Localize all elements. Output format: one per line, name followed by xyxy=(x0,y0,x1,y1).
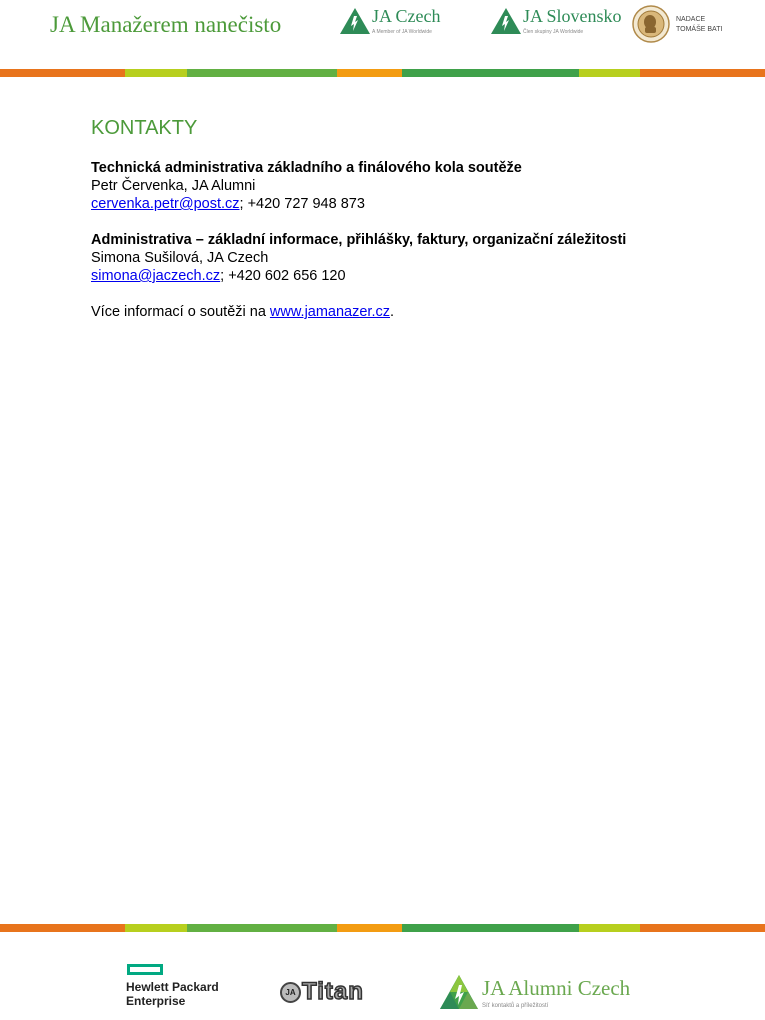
titan-word: Titan xyxy=(302,978,364,1005)
hpe-text xyxy=(126,980,219,1008)
ja-slovensko-name: JA Slovensko xyxy=(523,6,622,26)
email-link[interactable]: cervenka.petr@post.cz xyxy=(91,196,240,212)
alumni-name: JA Alumni Czech xyxy=(482,976,631,1000)
top-color-stripe xyxy=(0,69,765,77)
more-info-suffix: . xyxy=(390,304,395,320)
contact-line xyxy=(91,195,711,213)
alumni-subtitle: Síť kontaktů a příležitostí xyxy=(482,1003,549,1009)
titan-logo xyxy=(280,978,390,1008)
ja-czech-subtitle: A Member of JA Worldwide xyxy=(372,29,432,35)
nadace-text xyxy=(676,15,722,35)
contact-block-administration xyxy=(91,231,711,285)
ja-slovensko-logo xyxy=(491,4,626,44)
contact-person: Simona Sušilová, JA Czech xyxy=(91,250,269,266)
page-header xyxy=(0,0,765,70)
contact-heading: Technická administrativa základního a finálového kola soutěže xyxy=(91,160,522,176)
email-link[interactable]: simona@jaczech.cz xyxy=(91,268,221,284)
hpe-logo xyxy=(126,964,246,1012)
ja-czech-logo xyxy=(340,4,480,44)
brand-title: JA Manažerem nanečisto xyxy=(50,12,282,37)
contacts-section xyxy=(91,116,711,339)
titan-badge-icon: JA xyxy=(280,982,301,1003)
nadace-tomase-bati-logo xyxy=(632,4,757,44)
contact-person: Petr Červenka, JA Alumni xyxy=(91,178,256,194)
ja-alumni-czech-logo xyxy=(440,972,650,1014)
website-link[interactable]: www.jamanazer.cz xyxy=(269,304,390,320)
contact-line xyxy=(91,267,711,285)
contact-phone: ; +420 727 948 873 xyxy=(239,196,365,212)
ja-triangle-icon xyxy=(340,8,370,34)
ja-czech-name: JA Czech xyxy=(372,6,441,26)
page-title: KONTAKTY xyxy=(91,117,198,139)
hpe-rectangle-icon xyxy=(127,964,163,975)
more-info-line xyxy=(91,303,711,321)
nadace-line-1: NADACE xyxy=(676,16,706,23)
hpe-line-1: Hewlett Packard xyxy=(126,980,219,994)
contact-block-technical xyxy=(91,159,711,213)
ja-triangle-icon xyxy=(491,8,521,34)
alumni-triangle-icon xyxy=(440,975,478,1009)
hpe-line-2: Enterprise xyxy=(126,994,186,1008)
bottom-color-stripe xyxy=(0,924,765,932)
more-info-prefix: Více informací o soutěži na xyxy=(91,304,270,320)
contact-phone: ; +420 602 656 120 xyxy=(220,268,346,284)
ja-slovensko-subtitle: Člen skupiny JA Worldwide xyxy=(523,29,584,35)
nadace-line-2: TOMÁŠE BATI xyxy=(676,26,723,33)
bata-seal-icon xyxy=(632,5,670,43)
contact-heading: Administrativa – základní informace, přihlášky, faktury, organizační záležitosti xyxy=(91,232,627,248)
